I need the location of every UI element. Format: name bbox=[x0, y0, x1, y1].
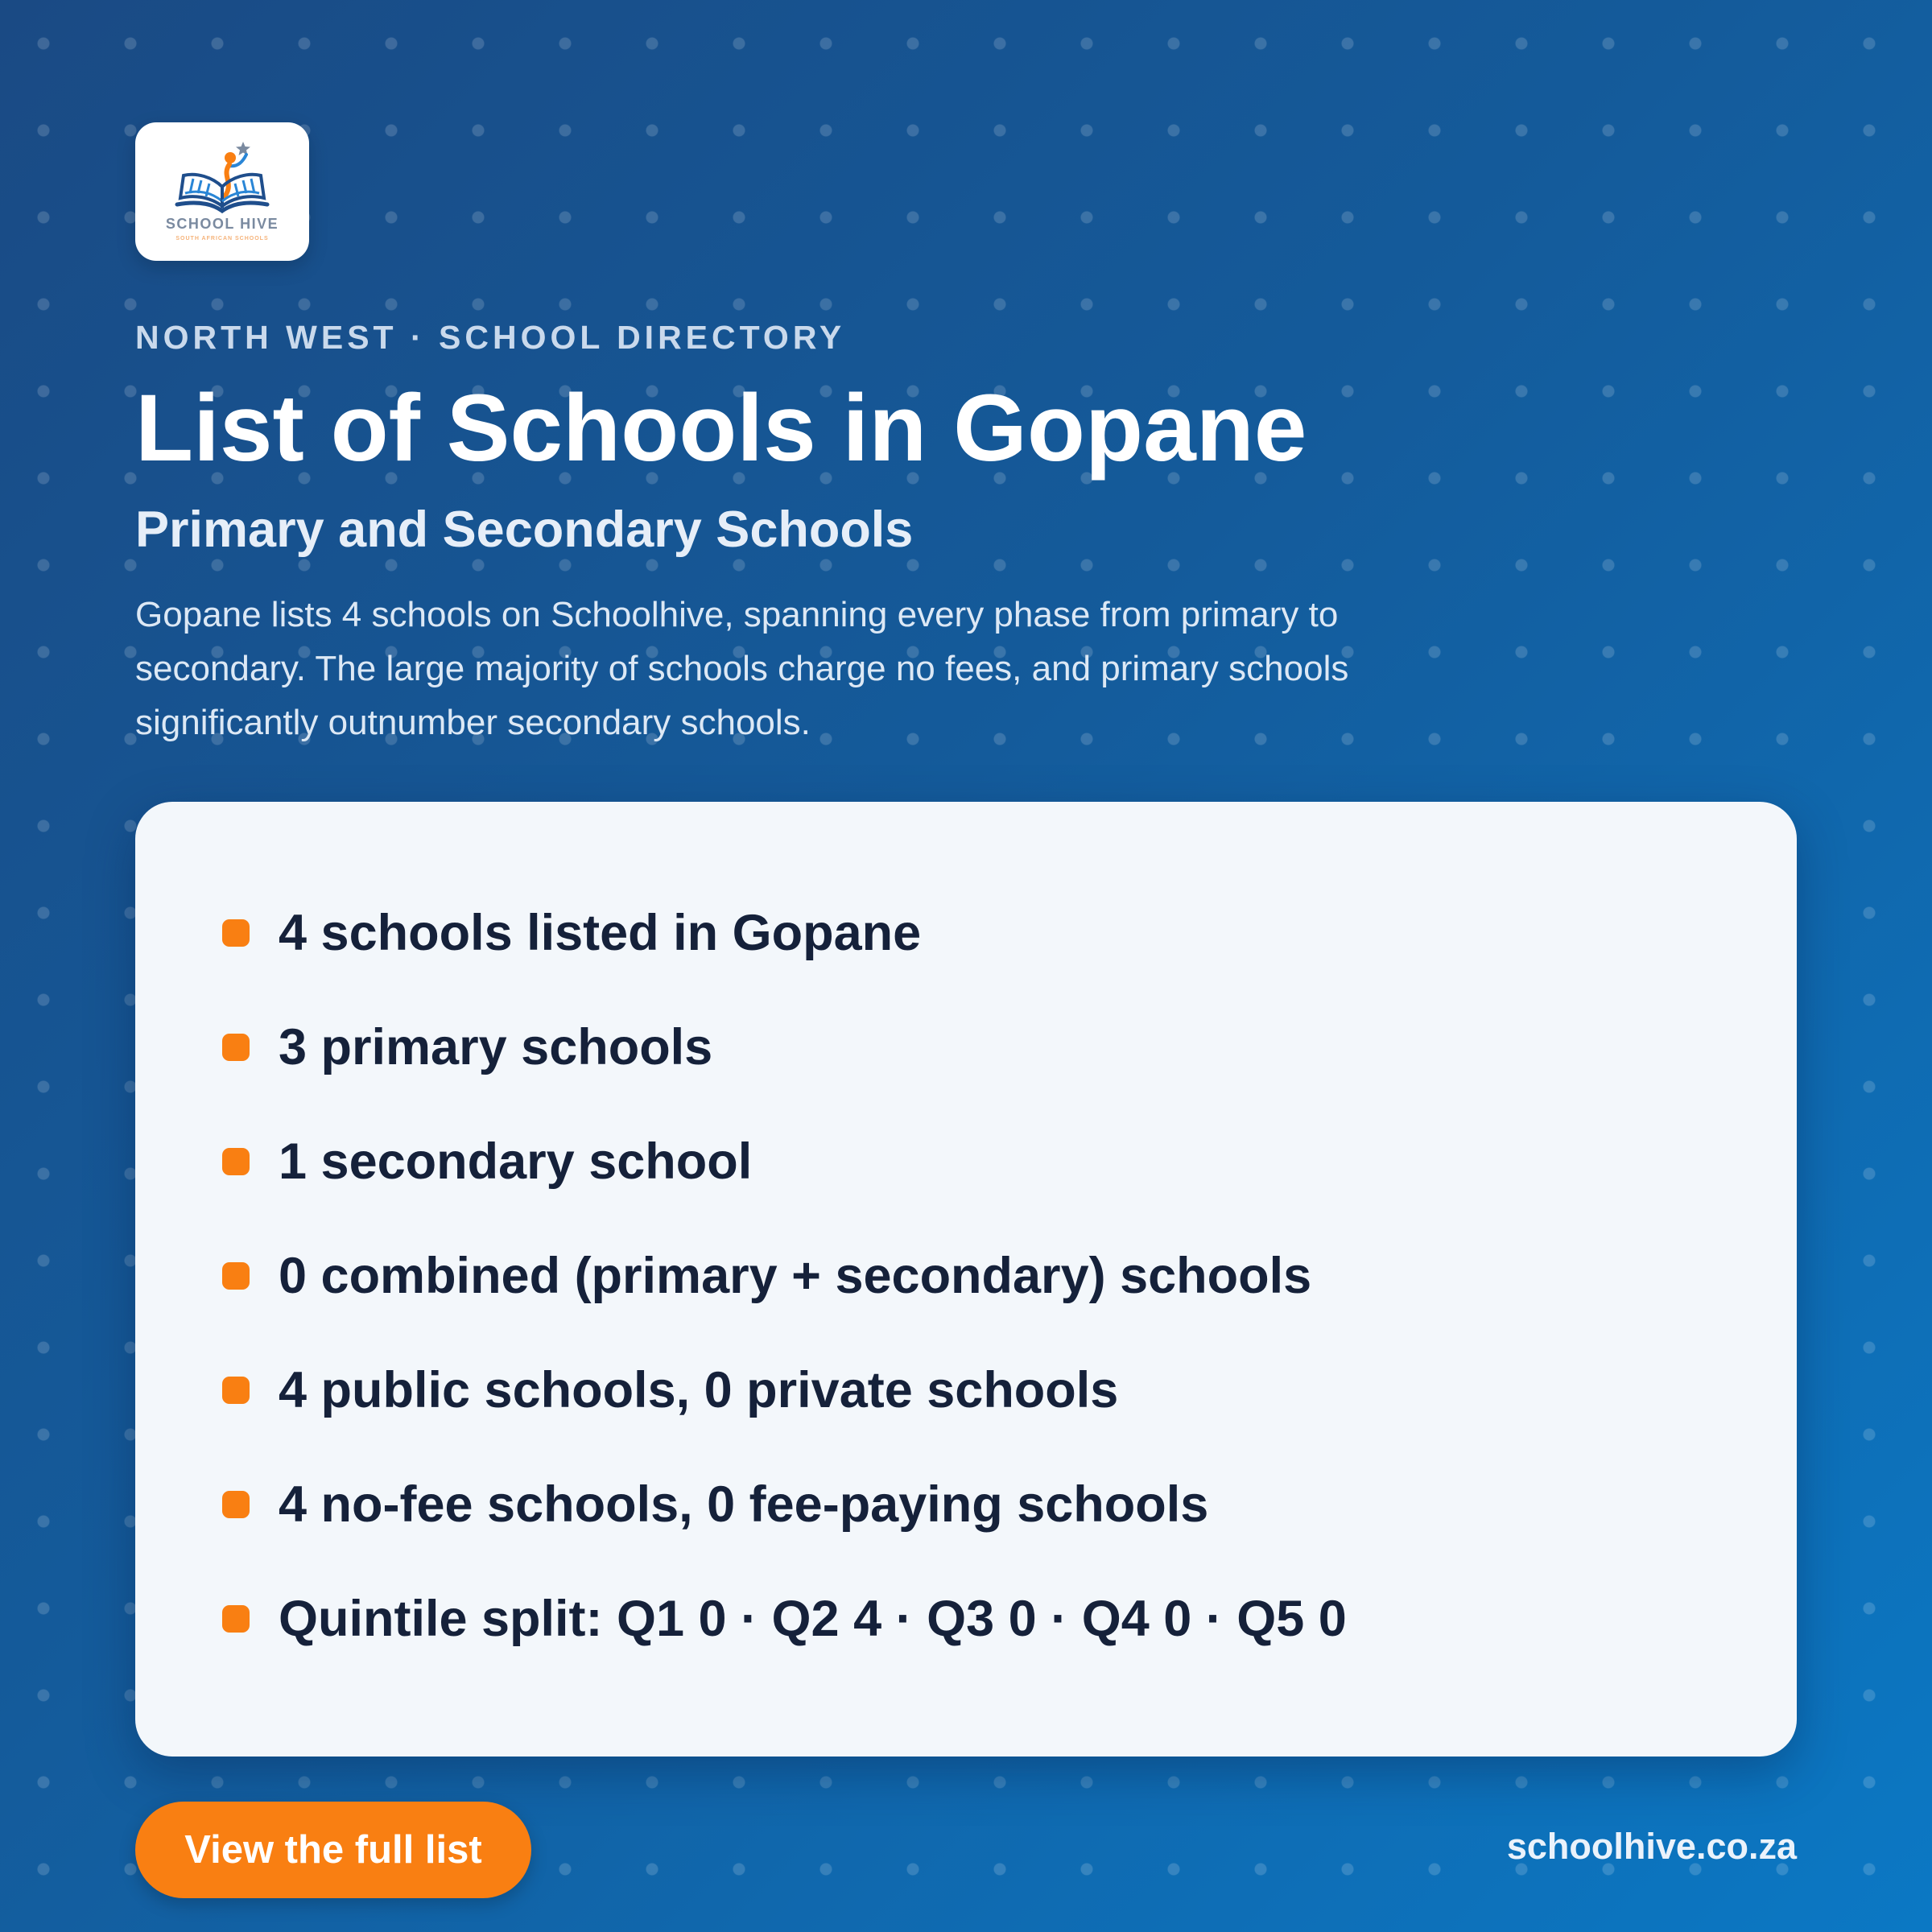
bullet-icon bbox=[222, 1605, 250, 1633]
open-book-logo-icon bbox=[159, 137, 285, 246]
section-eyebrow: NORTH WEST · SCHOOL DIRECTORY bbox=[135, 319, 846, 356]
facts-card bbox=[135, 802, 1797, 1757]
fact-item-secondary bbox=[222, 1125, 752, 1198]
fact-text: 0 combined (primary + secondary) schools bbox=[279, 1248, 1312, 1304]
bullet-icon bbox=[222, 1491, 250, 1518]
site-link[interactable]: schoolhive.co.za bbox=[1506, 1826, 1797, 1867]
page-title: List of Schools in Gopane bbox=[135, 375, 1307, 481]
fact-text: Quintile split: Q1 0 · Q2 4 · Q3 0 · Q4 0 · Q5 0 bbox=[279, 1591, 1347, 1647]
fact-item-combined bbox=[222, 1240, 1311, 1312]
bullet-icon bbox=[222, 1377, 250, 1404]
logo-tagline: SOUTH AFRICAN SCHOOLS bbox=[175, 236, 269, 242]
bullet-icon bbox=[222, 1034, 250, 1061]
logo-wordmark: SCHOOL HIVE bbox=[165, 216, 279, 232]
fact-text: 3 primary schools bbox=[279, 1019, 713, 1075]
fact-item-sector bbox=[222, 1354, 1118, 1426]
page-subtitle: Primary and Secondary Schools bbox=[135, 502, 914, 558]
fact-item-total bbox=[222, 897, 921, 969]
bullet-icon bbox=[222, 919, 250, 947]
fact-item-fees bbox=[222, 1468, 1208, 1541]
fact-text: 1 secondary school bbox=[279, 1133, 753, 1190]
view-full-list-button[interactable]: View the full list bbox=[135, 1802, 531, 1898]
fact-item-quintile bbox=[222, 1583, 1347, 1655]
fact-text: 4 no-fee schools, 0 fee-paying schools bbox=[279, 1476, 1209, 1533]
fact-text: 4 public schools, 0 private schools bbox=[279, 1362, 1119, 1418]
intro-paragraph: Gopane lists 4 schools on Schoolhive, spanning every phase from primary to secondary. The large majority of schools charge no fees, and primary schools significantly outnumber secondary schools. bbox=[135, 595, 1349, 742]
bullet-icon bbox=[222, 1148, 250, 1175]
fact-item-primary bbox=[222, 1011, 712, 1084]
bullet-icon bbox=[222, 1262, 250, 1290]
school-hive-logo bbox=[135, 122, 309, 261]
fact-text: 4 schools listed in Gopane bbox=[279, 905, 922, 961]
